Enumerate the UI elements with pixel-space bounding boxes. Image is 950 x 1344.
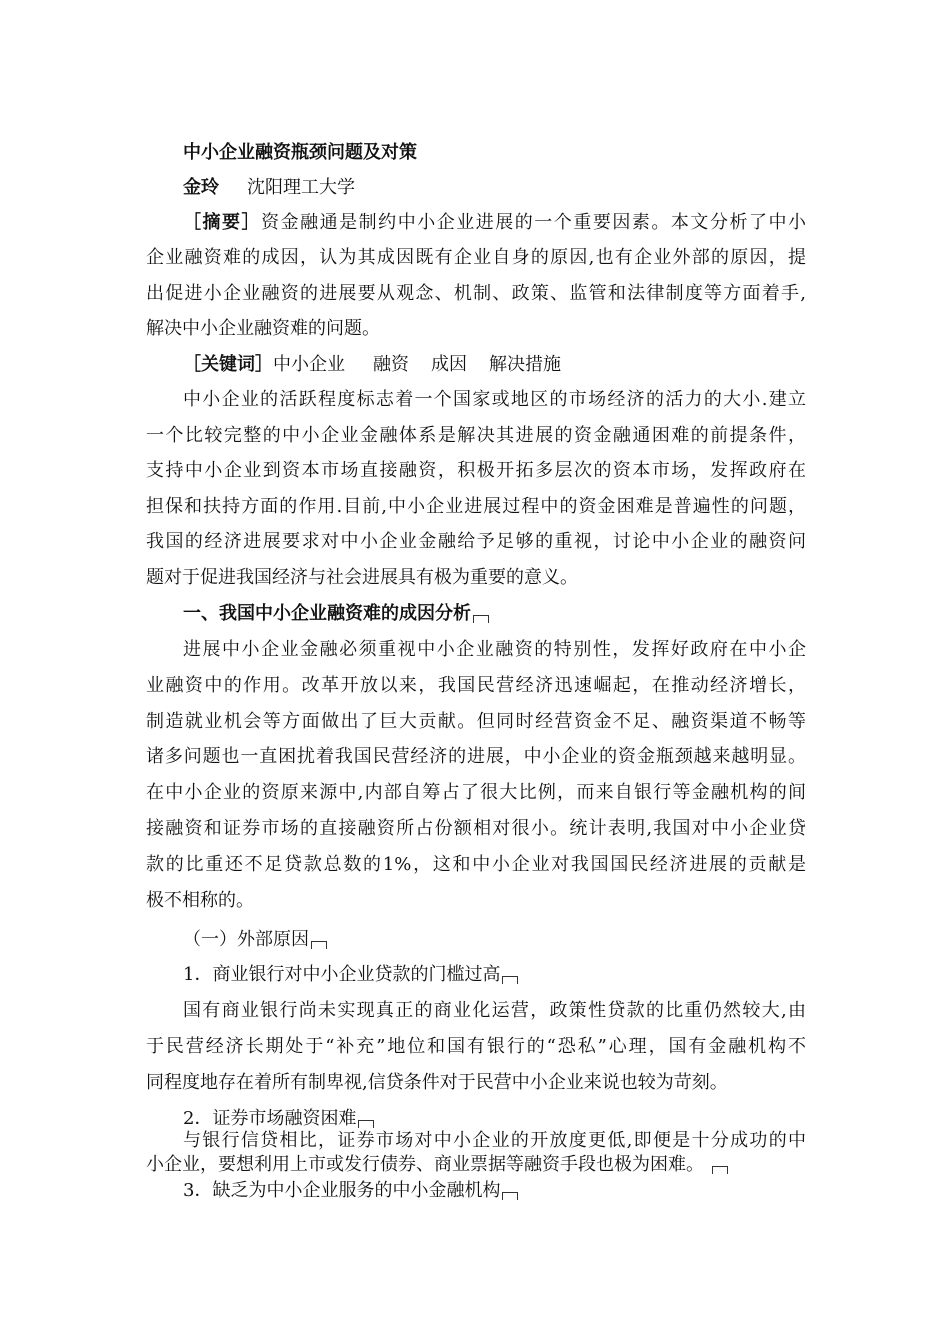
abstract-line-1: ［摘要］资金融通是制约中小企业进展的一个重要因素。本文分析了中小 (183, 212, 807, 233)
section1-line-4: 诸多问题也一直困扰着我国民营经济的进展，中小企业的资金瓶颈越来越明显。 (146, 746, 806, 767)
section1-heading: 一、我国中小企业融资难的成因分析 (183, 603, 843, 625)
intro-line-3: 支持中小企业到资本市场直接融资，积极开拓多层次的资本市场，发挥政府在 (146, 460, 806, 481)
intro-line-1: 中小企业的活跃程度标志着一个国家或地区的市场经济的活力的大小.建立 (183, 389, 806, 410)
section1-line-1: 进展中小企业金融必须重视中小企业融资的特别性，发挥好政府在中小企 (183, 639, 806, 660)
paragraph-mark-icon (473, 615, 489, 623)
item1-line-1: 国有商业银行尚未实现真正的商业化运营，政策性贷款的比重仍然较大,由 (183, 1000, 806, 1021)
section1-line-2: 业融资中的作用。改革开放以来，我国民营经济迅速崛起，在推动经济增长， (146, 675, 806, 696)
abstract-line-3: 出促进小企业融资的进展要从观念、机制、政策、监管和法律制度等方面着手, (146, 283, 806, 304)
section1-line-6: 接融资和证券市场的直接融资所占份额相对很小。统计表明,我国对中小企业贷 (146, 818, 806, 839)
intro-line-5: 我国的经济进展要求对中小企业金融给予足够的重视，讨论中小企业的融资问 (146, 531, 806, 552)
keyword-item: 解决措施 (489, 354, 561, 375)
paragraph-mark-icon (502, 1192, 518, 1200)
intro-line-6: 题对于促进我国经济与社会进展具有极为重要的意义。 (146, 567, 578, 588)
paragraph-mark-icon (712, 1166, 728, 1174)
keyword-item: 中小企业 (273, 354, 345, 375)
abstract-line-4: 解决中小企业融资难的问题。 (146, 318, 380, 339)
section1-line-3: 制造就业机会等方面做出了巨大贡献。但同时经营资金不足、融资渠道不畅等 (146, 711, 806, 732)
keywords-label: ［关键词］ (183, 354, 273, 375)
item2-heading: 2．证券市场融资困难 (183, 1108, 843, 1130)
keyword-item: 融资 (373, 354, 409, 375)
intro-line-4: 担保和扶持方面的作用.目前,中小企业进展过程中的资金困难是普遍性的问题， (146, 496, 806, 517)
abstract-line-2: 企业融资难的成因，认为其成因既有企业自身的原因,也有企业外部的原因，提 (146, 247, 806, 268)
section1-line-5: 在中小企业的资原来源中,内部自筹占了很大比例，而来自银行等金融机构的间 (146, 782, 806, 803)
item1-heading: 1．商业银行对中小企业贷款的门槛过高 (183, 964, 843, 986)
keyword-item: 成因 (431, 354, 467, 375)
item3-heading: 3．缺乏为中小企业服务的中小金融机构 (183, 1180, 843, 1202)
paragraph-mark-icon (502, 976, 518, 984)
item1-line-3: 同程度地存在着所有制卑视,信贷条件对于民营中小企业来说也较为苛刻。 (146, 1072, 728, 1093)
keywords-line (183, 354, 843, 376)
subsection-heading: （一）外部原因 (183, 929, 843, 951)
paragraph-mark-icon (358, 1120, 374, 1128)
intro-line-2: 一个比较完整的中小企业金融体系是解决其进展的资金融通困难的前提条件， (146, 425, 806, 446)
section1-line-8: 极不相称的。 (146, 890, 254, 911)
item2-line-2: 小企业，要想利用上市或发行债券、商业票据等融资手段也极为困难。 (146, 1154, 806, 1176)
author-name: 金玲 (183, 177, 219, 198)
abstract-label: ［摘要］ (183, 212, 262, 233)
author-line (183, 177, 843, 199)
section1-line-7: 款的比重还不足贷款总数的1%，这和中小企业对我国国民经济进展的贡献是 (146, 854, 806, 875)
item1-line-2: 于民营经济长期处于“补充”地位和国有银行的“恐私”心理，国有金融机构不 (146, 1036, 806, 1057)
paragraph-mark-icon (311, 941, 327, 949)
author-affiliation: 沈阳理工大学 (247, 177, 355, 198)
item2-line-1: 与银行信贷相比，证券市场对中小企业的开放度更低,即便是十分成功的中 (183, 1130, 806, 1151)
document-title: 中小企业融资瓶颈问题及对策 (183, 142, 417, 163)
